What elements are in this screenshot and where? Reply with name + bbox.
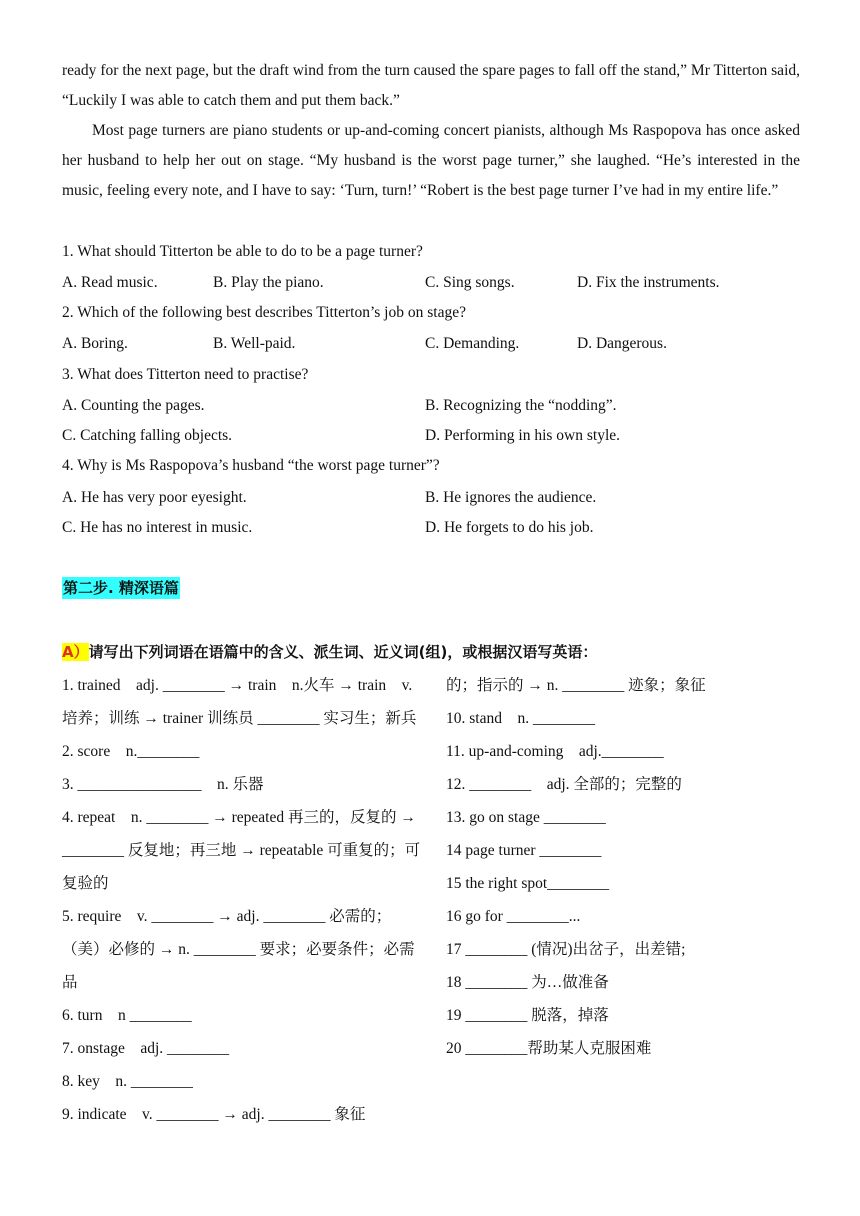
question-1-stem: 1. What should Titterton be able to do to be a page turner? <box>62 243 423 260</box>
q2-option-c: C. Demanding. <box>425 335 520 352</box>
question-3-stem: 3. What does Titterton need to practise? <box>62 366 309 383</box>
vocab-item-15: 15 the right spot________ <box>446 875 610 892</box>
q3-option-a: A. Counting the pages. <box>62 397 205 414</box>
section-2-subhead-text: 请写出下列词语在语篇中的含义、派生词、近义词(组)，或根据汉语写英语： <box>88 643 598 661</box>
q1-option-a: A. Read music. <box>62 274 158 291</box>
q3-option-b: B. Recognizing the “nodding”. <box>425 397 617 414</box>
question-2-stem: 2. Which of the following best describes Titterton’s job on stage? <box>62 304 466 321</box>
vocab-item-6: 6. turn n ________ <box>62 1007 192 1024</box>
q3-option-d: D. Performing in his own style. <box>425 427 621 444</box>
q1-option-c: C. Sing songs. <box>425 274 515 291</box>
vocab-item-3: 3. ________________ n. 乐器 <box>62 776 264 793</box>
vocab-item-14: 14 page turner ________ <box>446 842 602 859</box>
vocab-item-10: 10. stand n. ________ <box>446 710 595 727</box>
q4-option-d: D. He forgets to do his job. <box>425 519 594 536</box>
vocab-column-left <box>62 669 422 1131</box>
vocab-item-2: 2. score n.________ <box>62 743 200 760</box>
vocab-item-17: 17 ________ (情况)出岔子，出差错; <box>446 941 686 958</box>
section-2-title: 第二步. 精深语篇 <box>63 579 179 597</box>
vocab-item-5: 5. require v. ________ → adj. ________ 必需的；（美）必修的 → n. ________ 要求；必要条件；必需品 <box>62 908 415 991</box>
question-4-stem: 4. Why is Ms Raspopova’s husband “the worst page turner”? <box>62 457 440 474</box>
q1-option-d: D. Fix the instruments. <box>577 274 720 291</box>
q3-option-c: C. Catching falling objects. <box>62 427 233 444</box>
vocab-item-16: 16 go for ________... <box>446 908 581 925</box>
q4-option-a: A. He has very poor eyesight. <box>62 489 247 506</box>
vocab-item-1: 1. trained adj. ________ → train n.火车 → train v. 培养；训练 → trainer 训练员 ________ 实习生；新兵 <box>62 677 417 727</box>
q4-option-b: B. He ignores the audience. <box>425 489 597 506</box>
q2-option-d: D. Dangerous. <box>577 335 667 352</box>
vocab-item-9: 9. indicate v. ________ → adj. ________ 象征 <box>62 1106 366 1123</box>
vocab-item-12: 12. ________ adj. 全部的；完整的 <box>446 776 682 793</box>
vocab-item-8: 8. key n. ________ <box>62 1073 193 1090</box>
vocab-item-11: 11. up-and-coming adj.________ <box>446 743 664 760</box>
vocab-item-13: 13. go on stage ________ <box>446 809 606 826</box>
q1-option-b: B. Play the piano. <box>213 274 324 291</box>
vocab-column-right <box>446 669 806 1065</box>
section-2-subhead-marker: A） <box>62 643 89 661</box>
vocab-item-7: 7. onstage adj. ________ <box>62 1040 230 1057</box>
vocab-item-19: 19 ________ 脱落，掉落 <box>446 1007 609 1024</box>
q2-option-b: B. Well-paid. <box>213 335 296 352</box>
q4-option-c: C. He has no interest in music. <box>62 519 253 536</box>
vocab-item-9-continued: 的；指示的 → n. ________ 迹象；象征 <box>446 677 706 694</box>
vocab-item-20: 20 ________帮助某人克服困难 <box>446 1040 652 1057</box>
passage-paragraph-2: Most page turners are piano students or up-and-coming concert pianists, although Ms Raspopova has once asked her husband to help her out on stage. “My husband is the worst page turner,” she laughed. “He’s interested in the music, feeling every note, and I have to say: ‘Turn, turn!’ “Robert is the best page turner I’ve had in my entire life.” <box>62 122 800 199</box>
section-2-instruction <box>62 641 597 663</box>
vocab-item-4: 4. repeat n. ________ → repeated 再三的，反复的 → ________ 反复地；再三地 → repeatable 可重复的；可复验的 <box>62 809 421 892</box>
q2-option-a: A. Boring. <box>62 335 128 352</box>
vocab-item-18: 18 ________ 为…做准备 <box>446 974 609 991</box>
passage-paragraph-1: ready for the next page, but the draft wind from the turn caused the spare pages to fall off the stand,” Mr Titterton said, “Luckily I was able to catch them and put them back.” <box>62 62 800 109</box>
